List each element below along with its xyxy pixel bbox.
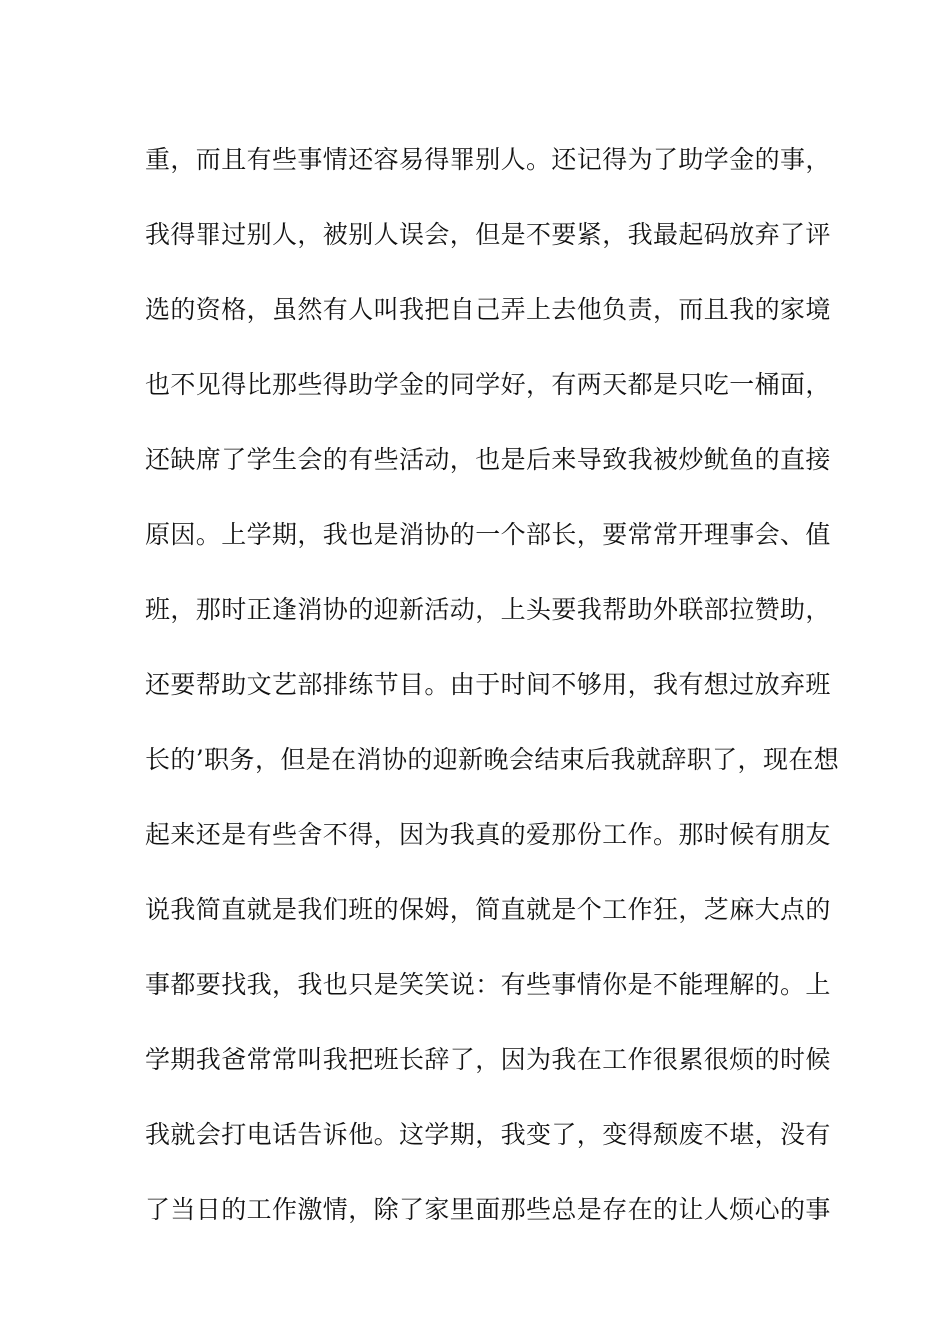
text-line: 也不见得比那些得助学金的同学好，有两天都是只吃一桶面， [145,370,831,399]
text-line: 了当日的工作激情，除了家里面那些总是存在的让人烦心的事 [145,1195,831,1224]
text-line: 起来还是有些舍不得，因为我真的爱那份工作。那时候有朋友 [145,820,831,849]
text-line: 学期我爸常常叫我把班长辞了，因为我在工作很累很烦的时候 [145,1045,831,1074]
text-line: 说我简直就是我们班的保姆，简直就是个工作狂，芝麻大点的 [145,895,831,924]
text-line: 选的资格，虽然有人叫我把自己弄上去他负责，而且我的家境 [145,295,831,324]
text-line: 事都要找我，我也只是笑笑说：有些事情你是不能理解的。上 [145,970,831,999]
body-text [145,135,840,1260]
text-line: 长的’职务，但是在消协的迎新晚会结束后我就辞职了，现在想 [145,745,840,774]
text-line: 我就会打电话告诉他。这学期，我变了，变得颓废不堪，没有 [145,1120,831,1149]
text-line: 原因。上学期，我也是消协的一个部长，要常常开理事会、值 [145,520,831,549]
text-line: 还缺席了学生会的有些活动，也是后来导致我被炒鱿鱼的直接 [145,445,831,474]
text-line: 我得罪过别人，被别人误会，但是不要紧，我最起码放弃了评 [145,220,831,249]
text-line: 重，而且有些事情还容易得罪别人。还记得为了助学金的事， [145,145,831,174]
text-line: 还要帮助文艺部排练节目。由于时间不够用，我有想过放弃班 [145,670,831,699]
text-line: 班，那时正逢消协的迎新活动，上头要我帮助外联部拉赞助， [145,595,831,624]
